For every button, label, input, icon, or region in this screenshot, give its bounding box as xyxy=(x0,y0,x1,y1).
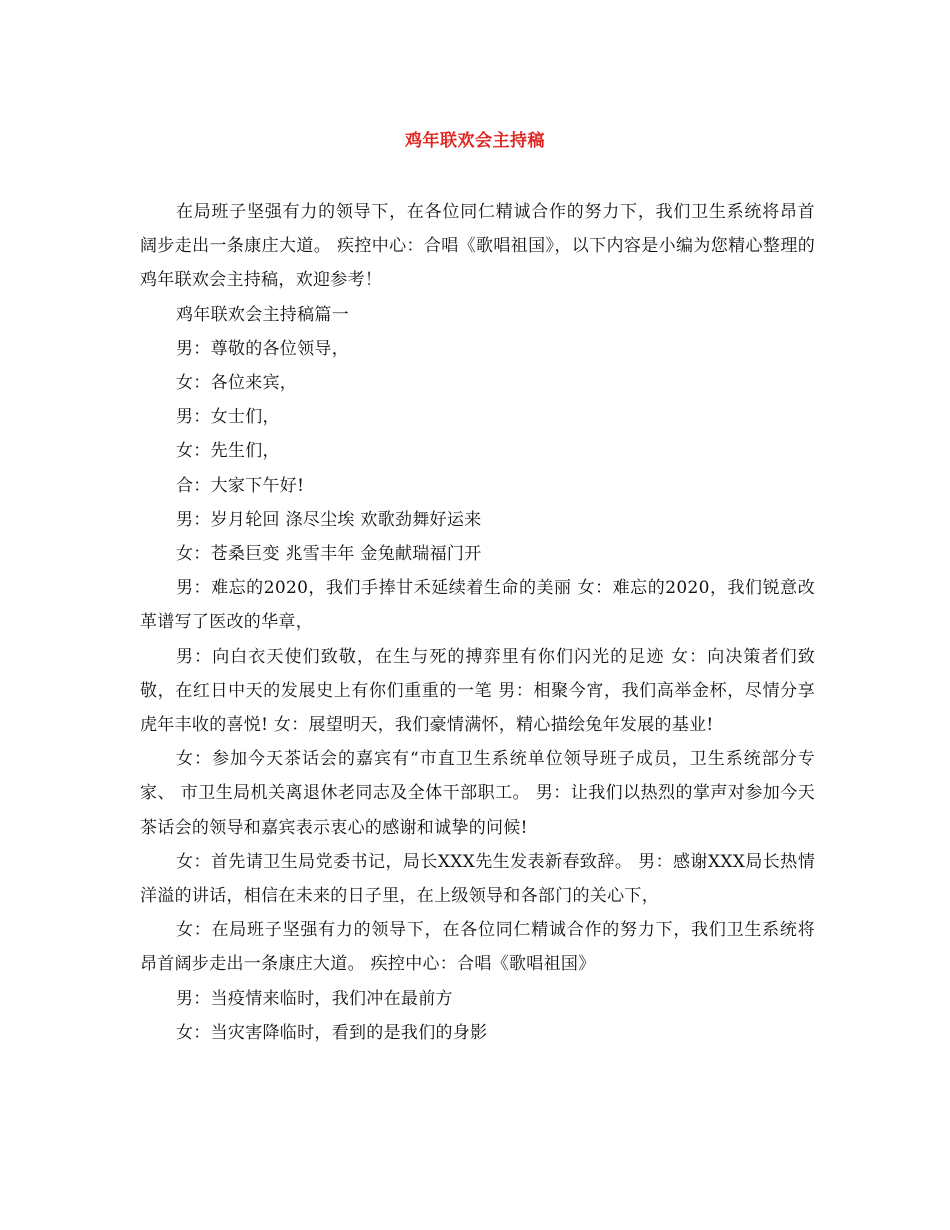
paragraph: 女：先生们， xyxy=(176,441,280,462)
paragraph: 男：尊敬的各位领导， xyxy=(176,338,349,359)
paragraph: 鸡年联欢会主持稿篇一 xyxy=(176,304,349,325)
paragraph: 女：苍桑巨变 兆雪丰年 金兔献瑞福门开 xyxy=(176,544,482,565)
paragraph: 男：当疫情来临时，我们冲在最前方 xyxy=(176,988,453,1009)
paragraph: 男：难忘的2020，我们手捧甘禾延续着生命的美丽 女：难忘的2020，我们锐意改革谱写了医改的华章， xyxy=(140,578,815,633)
paragraph: 在局班子坚强有力的领导下，在各位同仁精诚合作的努力下，我们卫生系统将昂首阔步走出一条康庄大道。 疾控中心：合唱《歌唱祖国》，以下内容是小编为您精心整理的鸡年联欢会主持稿，欢迎参考！ xyxy=(140,202,815,291)
paragraph: 女：各位来宾， xyxy=(176,373,298,394)
paragraph: 男：向白衣天使们致敬，在生与死的搏弈里有你们闪光的足迹 女：向决策者们致敬，在红日中天的发展史上有你们重重的一笔 男：相聚今宵，我们高举金杯，尽情分享虎年丰收的喜悦! 女：展望明天，我们豪情满怀，精心描绘兔年发展的基业! xyxy=(140,646,815,736)
paragraph: 女：当灾害降临时，看到的是我们的身影 xyxy=(176,1022,488,1043)
document-title: 鸡年联欢会主持稿 xyxy=(405,131,545,151)
paragraph: 女：首先请卫生局党委书记，局长XXX先生发表新春致辞。 男：感谢XXX局长热情洋溢的讲话，相信在未来的日子里，在上级领导和各部门的关心下， xyxy=(140,851,815,907)
document-body xyxy=(140,195,815,1050)
paragraph: 女：在局班子坚强有力的领导下，在各位同仁精诚合作的努力下，我们卫生系统将昂首阔步走出一条康庄大道。 疾控中心：合唱《歌唱祖国》 xyxy=(140,920,815,975)
paragraph: 女：参加今天茶话会的嘉宾有“市直卫生系统单位领导班子成员，卫生系统部分专家、 市卫生局机关离退休老同志及全体干部职工。 男：让我们以热烈的掌声对参加今天茶话会的领导和嘉宾表示衷心的感谢和诚挚的问候! xyxy=(140,749,815,838)
paragraph: 合：大家下午好! xyxy=(176,475,305,496)
paragraph: 男：女士们， xyxy=(176,407,280,428)
paragraph: 男：岁月轮回 涤尽尘埃 欢歌劲舞好运来 xyxy=(176,509,482,530)
